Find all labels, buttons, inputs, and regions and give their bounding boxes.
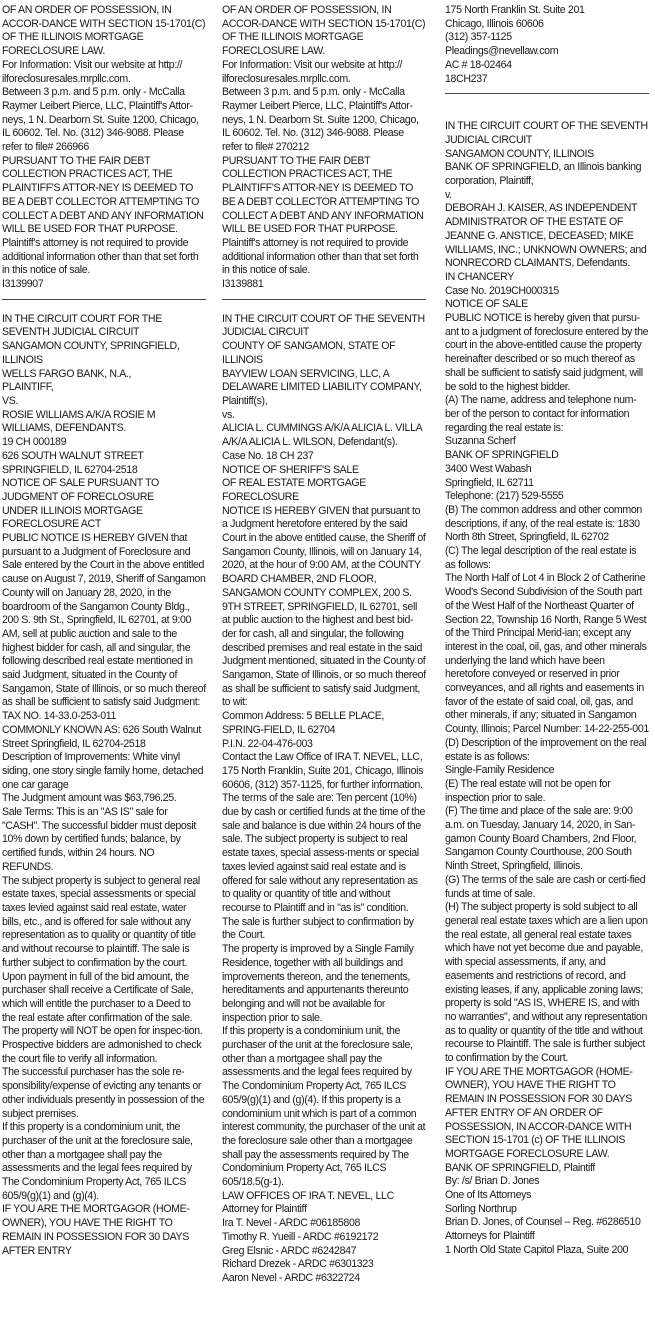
notice-paragraph: ROSIE WILLIAMS A/K/A ROSIE M WILLIAMS, DEFENDANTS. [2, 408, 156, 435]
notice-paragraph: Description of Improvements: White vinyl siding, one story single family home, detached one car garage [2, 751, 204, 791]
notice-paragraph: LAW OFFICES OF IRA T. NEVEL, LLC [222, 1189, 394, 1202]
notice-paragraph: WELLS FARGO BANK, N.A., [2, 367, 132, 380]
notice-paragraph: Greg Elsnic - ARDC #6242847 [222, 1244, 357, 1257]
notice-paragraph: The property is improved by a Single Family Residence, together with all buildings and improvements thereon, and the tenements, hereditaments and appurtenants thereunto belonging and will not be available for inspection prior to sale. [222, 943, 414, 1024]
notice-paragraph: DEBORAH J. KAISER, AS INDEPENDENT ADMINISTRATOR OF THE ESTATE OF JEANNE G. ANSTICE, DECEASED; MIKE WILLIAMS, INC.; UNKNOWN OWNERS; and NONRECORD CLAIMANTS, Defendants. [445, 202, 647, 270]
notice-paragraph: PUBLIC NOTICE is hereby given that pursu-ant to a judgment of foreclosure entered by the court in the above-entitled cause the property hereinafter described or so much thereof as shall be sufficient to satisfy said judgment, will be sold to the highest bidder. [445, 312, 649, 393]
notice-paragraph: COUNTY OF SANGAMON, STATE OF ILLINOIS [222, 340, 396, 366]
notice-paragraph: IN THE CIRCUIT COURT OF THE SEVENTH JUDICIAL CIRCUIT [445, 120, 648, 146]
notice-paragraph: IN CHANCERY [445, 270, 514, 283]
notice-paragraph: I3139907 [2, 278, 44, 291]
notice-paragraph: (H) The subject property is sold subject to all general real estate taxes which are a lien upon the real estate, all general real estate taxes which have not yet become due and payable, with special assessments, if any, and easements and restrictions of record, and existing leases, if any, applicable zoning laws; property is sold "AS IS, WHERE IS, and with no warranties", and without any representation as to quality or quantity of the title and without recourse to Plaintiff. The sale is further subject to confirmation by the Court. [445, 901, 648, 1065]
notice-paragraph: Between 3 p.m. and 5 p.m. only - McCalla Raymer Leibert Pierce, LLC, Plaintiff's Attor-neys, 1 N. Dearborn St. Suite 1200, Chicago, IL 60602. Tel. No. (312) 346-9088. Please refer to file# 266966 [2, 86, 199, 154]
notice-paragraph: VS. [2, 394, 19, 407]
notice-paragraph: NOTICE OF SALE [445, 298, 528, 311]
notice-paragraph: Aaron Nevel - ARDC #6322724 [222, 1271, 360, 1284]
notice-paragraph: BAYVIEW LOAN SERVICING, LLC, A DELAWARE LIMITED LIABILITY COMPANY, Plaintiff(s), [222, 367, 422, 407]
notice-paragraph: TAX NO. 14-33.0-253-011 [2, 710, 117, 723]
notice-paragraph: Plaintiff's attorney is not required to provide additional information other than that set forth in this notice of sale. [2, 236, 199, 277]
notice-paragraph: (E) The real estate will not be open for inspection prior to sale. [445, 777, 611, 804]
notice-paragraph: UNDER ILLINOIS MORTGAGE FORECLOSURE ACT [2, 504, 143, 531]
notice-paragraph: 175 North Franklin St. Suite 201 [445, 4, 585, 16]
notice-paragraph: OF AN ORDER OF POSSESSION, IN ACCOR-DANCE WITH SECTION 15-1701(C) OF THE ILLINOIS MORTGAGE FORECLOSURE LAW. [2, 4, 206, 58]
notice-paragraph: The North Half of Lot 4 in Block 2 of Catherine Wood's Second Subdivision of the South part of the West Half of the Northeast Quarter of Section 22, Township 16 North, Range 5 West of the Third Principal Merid-ian; except any interest in the coal, oil, gas, and other minerals underlying the land which have been heretofore conveyed or reserved in prior conveyances, and all rights and easements in favor of the estate of said coal, oil, gas, and other minerals, if any; situated in Sangamon County, Illinois; Parcel Number: 14-22-255-001 [445, 572, 649, 736]
notice-paragraph: (G) The terms of the sale are cash or certi-fied funds at time of sale. [445, 873, 646, 900]
notice-paragraph: One of Its Attorneys [445, 1189, 532, 1202]
notice-separator-rule [222, 299, 426, 300]
notice-paragraph: PURSUANT TO THE FAIR DEBT COLLECTION PRACTICES ACT, THE PLAINTIFF'S ATTOR-NEY IS DEEMED TO BE A DEBT COLLECTOR ATTEMPTING TO COLLECT A DEBT AND ANY INFORMATION WILL BE USED FOR THAT PURPOSE. [222, 154, 424, 236]
notice-paragraph: Attorney for Plaintiff [222, 1203, 307, 1216]
notice-paragraph: 18CH237 [445, 72, 488, 85]
notice-paragraph: OF AN ORDER OF POSSESSION, IN ACCOR-DANCE WITH SECTION 15-1701(C) OF THE ILLINOIS MORTGAGE FORECLOSURE LAW. [222, 4, 426, 58]
notice-paragraph: Pleadings@nevellaw.com [445, 45, 559, 58]
notice-paragraph: Timothy R. Yueill - ARDC #6192172 [222, 1230, 379, 1243]
notice-paragraph: (A) The name, address and telephone num-ber of the person to contact for information regarding the real estate is: [445, 394, 637, 434]
notice-paragraph: PLAINTIFF, [2, 381, 54, 394]
notice-column-2 [222, 4, 426, 1286]
notice-paragraph: The Judgment amount was $63,796.25. [2, 792, 177, 805]
notice-paragraph: If this property is a condominium unit, the purchaser of the unit at the foreclosure sale, other than a mortgagee shall pay the assessments and the legal fees required by The Condominium Property Act, 765 ILCS 605/9(g)(1) and (g)(4). [2, 1121, 193, 1202]
notice-paragraph: IN THE CIRCUIT COURT FOR THE SEVENTH JUDICIAL CIRCUIT [2, 312, 162, 339]
notice-separator-rule [445, 93, 649, 94]
notice-paragraph: ALICIA L. CUMMINGS A/K/A ALICIA L. VILLA A/K/A ALICIA L. WILSON, Defendant(s). [222, 422, 422, 449]
notice-paragraph: The terms of the sale are: Ten percent (10%) due by cash or certified funds at the time of the sale and balance is due within 24 hours of the sale. The subject property is subject to real estate taxes, special assess-ments or special taxes levied against said real estate and is offered for sale without any representation as to quality or quantity of title and without recourse to Plaintiff and in "as is" condition. The sale is further subject to confirmation by the Court. [222, 792, 426, 942]
notice-paragraph: Plaintiff's attorney is not required to provide additional information other than that set forth in this notice of sale. [222, 236, 419, 277]
notice-paragraph: If this property is a condominium unit, the purchaser of the unit at the foreclosure sale, other than a mortgagee shall pay the assessments and the legal fees required by The Condominium Property Act, 765 ILCS 605/9(g)(1) and (g)(4). If this property is a condominium unit which is part of a common interest community, the purchaser of the unit at the foreclosure sale other than a mortgagee shall pay the assessments required by The Condominium Property Act, 765 ILCS 605/18.5(g-1). [222, 1025, 426, 1189]
notice-separator-rule [2, 299, 206, 300]
notice-paragraph: I3139881 [222, 278, 264, 291]
notice-paragraph: 3400 West Wabash [445, 462, 532, 475]
notice-paragraph: SANGAMON COUNTY, SPRINGFIELD, ILLINOIS [2, 340, 180, 366]
notice-paragraph: Suzanna Scherf [445, 435, 516, 448]
notice-paragraph: Single-Family Residence [445, 764, 555, 777]
notice-paragraph: Attorneys for Plaintiff [445, 1230, 535, 1243]
notice-paragraph: 1 North Old State Capitol Plaza, Suite 200 [445, 1243, 629, 1256]
notice-paragraph: NOTICE OF SALE PURSUANT TO JUDGMENT OF FORECLOSURE [2, 477, 159, 503]
notice-paragraph: IF YOU ARE THE MORTGAGOR (HOME-OWNER), YOU HAVE THE RIGHT TO REMAIN IN POSSESSION FOR 30 DAYS AFTER ENTRY [2, 1203, 190, 1257]
notice-paragraph: OF REAL ESTATE MORTGAGE FORECLOSURE [222, 477, 367, 503]
notice-paragraph: PUBLIC NOTICE IS HEREBY GIVEN that pursuant to a Judgment of Foreclosure and Sale entered by the Court in the above entitled cause on August 7, 2019, Sheriff of Sangamon County will on January 28, 2020, in the boardroom of the Sangamon County Bldg., 200 S. 9th St., Springfield, IL 62701, at 9:00 AM, sell at public auction and sale to the highest bidder for cash, all and singular, the following described real estate mentioned in said Judgment, situated in the County of Sangamon, State of Illinois, or so much thereof as shall be sufficient to satisfy said Judgment: [2, 532, 206, 709]
notice-paragraph: The subject property is subject to general real estate taxes, special assessments or special taxes levied against said real estate, water bills, etc., and is offered for sale without any representation as to quality or quantity of title and without recourse to plaintiff. The sale is further subject to confirmation by the court. [2, 874, 200, 969]
notice-paragraph: (B) The common address and other common descriptions, if any, of the real estate is: 1830 North 8th Street, Springfield, IL 62702 [445, 503, 642, 544]
notice-paragraph: Chicago, Illinois 60606 [445, 17, 544, 30]
notice-paragraph: BANK OF SPRINGFIELD, an Illinois banking corporation, Plaintiff, [445, 161, 642, 188]
notice-paragraph: Sale Terms: This is an "AS IS" sale for "CASH". The successful bidder must deposit 10% down by certified funds; balance, by certified funds, within 24 hours. NO REFUNDS. [2, 806, 196, 873]
notice-paragraph: SANGAMON COUNTY, ILLINOIS [445, 147, 594, 160]
notice-column-3 [445, 4, 649, 1258]
notice-paragraph: The property will NOT be open for inspec-tion. Prospective bidders are admonished to check the court file to verify all information. [2, 1025, 203, 1065]
notice-paragraph: The successful purchaser has the sole re-sponsibility/expense of evicting any tenants or other individuals presently in possession of the subject premises. [2, 1066, 205, 1120]
notice-column-1 [2, 4, 206, 1258]
notice-paragraph: Case No. 18 CH 237 [222, 449, 314, 462]
notice-paragraph: 19 CH 000189 [2, 436, 67, 449]
notice-paragraph: Richard Drezek - ARDC #6301323 [222, 1258, 374, 1271]
notice-paragraph: v. [445, 188, 452, 201]
notice-paragraph: 626 SOUTH WALNUT STREET [2, 449, 144, 462]
notice-paragraph: (312) 357-1125 [445, 31, 512, 44]
notice-paragraph: P.I.N. 22-04-476-003 [222, 737, 313, 750]
notice-paragraph: vs. [222, 408, 235, 421]
notice-paragraph: Brian D. Jones, of Counsel – Reg. #6286510 [445, 1216, 641, 1229]
notice-paragraph: BANK OF SPRINGFIELD, Plaintiff [445, 1161, 596, 1174]
notice-paragraph: BANK OF SPRINGFIELD [445, 449, 559, 462]
notice-paragraph: Telephone: (217) 529-5555 [445, 490, 564, 503]
notice-paragraph: For Information: Visit our website at http:// ilforeclosuresales.mrpllc.com. [222, 58, 403, 85]
notice-paragraph: Sorling Northrup [445, 1202, 517, 1215]
notice-paragraph: NOTICE OF SHERIFF'S SALE [222, 463, 359, 476]
notice-paragraph: For Information: Visit our website at http:// ilforeclosuresales.mrpllc.com. [2, 58, 183, 85]
notice-paragraph: (F) The time and place of the sale are: 9:00 a.m. on Tuesday, January 14, 2020, in San-gamon County Board Chambers, 2nd Floor, Sangamon County Courthouse, 200 South Ninth Street, Springfield, Illinois. [445, 805, 637, 873]
notice-paragraph: COMMONLY KNOWN AS: 626 South Walnut Street Springfield, IL 62704-2518 [2, 723, 201, 750]
notice-paragraph: Contact the Law Office of IRA T. NEVEL, LLC, 175 North Franklin, Suite 201, Chicago, Illinois 60606, (312) 357-1125, for further information. [222, 751, 424, 791]
notice-paragraph: By: /s/ Brian D. Jones [445, 1175, 540, 1188]
notice-paragraph: NOTICE IS HEREBY GIVEN that pursuant to a Judgment heretofore entered by the said Court in the above entitled cause, the Sheriff of Sangamon County, Illinois, will on January 14, 2020, at the hour of 9:00 AM, at the COUNTY BOARD CHAMBER, 2ND FLOOR, SANGAMON COUNTY COMPLEX, 200 S. 9TH STREET, SPRINGFIELD, IL 62701, sell at public auction to the highest and best bid-der for cash, all and singular, the following described premises and real estate in the said Judgment mentioned, situated in the County of Sangamon, State of Illinois, or so much thereof as shall be sufficient to satisfy said Judgment, to wit: [222, 504, 426, 709]
notice-paragraph: Springfield, IL 62711 [445, 476, 534, 489]
notice-paragraph: IN THE CIRCUIT COURT OF THE SEVENTH JUDICIAL CIRCUIT [222, 312, 425, 339]
notice-paragraph: Between 3 p.m. and 5 p.m. only - McCalla Raymer Leibert Pierce, LLC, Plaintiff's Attor-neys, 1 N. Dearborn St. Suite 1200, Chicago, IL 60602. Tel. No. (312) 346-9088. Please refer to file# 270212 [222, 86, 419, 154]
notice-paragraph: AC # 18-02464 [445, 58, 512, 71]
notice-spacer [445, 107, 649, 120]
notice-paragraph: (C) The legal description of the real estate is as follows: [445, 545, 637, 571]
notice-paragraph: Case No. 2019CH000315 [445, 284, 559, 297]
notice-paragraph: (D) Description of the improvement on the real estate is as follows: [445, 736, 647, 763]
notice-paragraph: Upon payment in full of the bid amount, the purchaser shall receive a Certificate of Sale, which will entitle the purchaser to a Deed to the real estate after confirmation of the sale. [2, 970, 194, 1024]
notice-paragraph: Common Address: 5 BELLE PLACE, SPRING-FIELD, IL 62704 [222, 710, 385, 736]
notice-paragraph: Ira T. Nevel - ARDC #06185808 [222, 1217, 361, 1230]
notice-paragraph: PURSUANT TO THE FAIR DEBT COLLECTION PRACTICES ACT, THE PLAINTIFF'S ATTOR-NEY IS DEEMED TO BE A DEBT COLLECTOR ATTEMPTING TO COLLECT A DEBT AND ANY INFORMATION WILL BE USED FOR THAT PURPOSE. [2, 154, 204, 236]
notice-paragraph: SPRINGFIELD, IL 62704-2518 [2, 463, 138, 476]
notice-paragraph: IF YOU ARE THE MORTGAGOR (HOME-OWNER), YOU HAVE THE RIGHT TO REMAIN IN POSSESSION FOR 30 DAYS AFTER ENTRY OF AN ORDER OF POSSESSION, IN ACCOR-DANCE WITH SECTION 15-1701 (c) OF THE ILLINOIS MORTGAGE FORECLOSURE LAW. [445, 1065, 633, 1160]
